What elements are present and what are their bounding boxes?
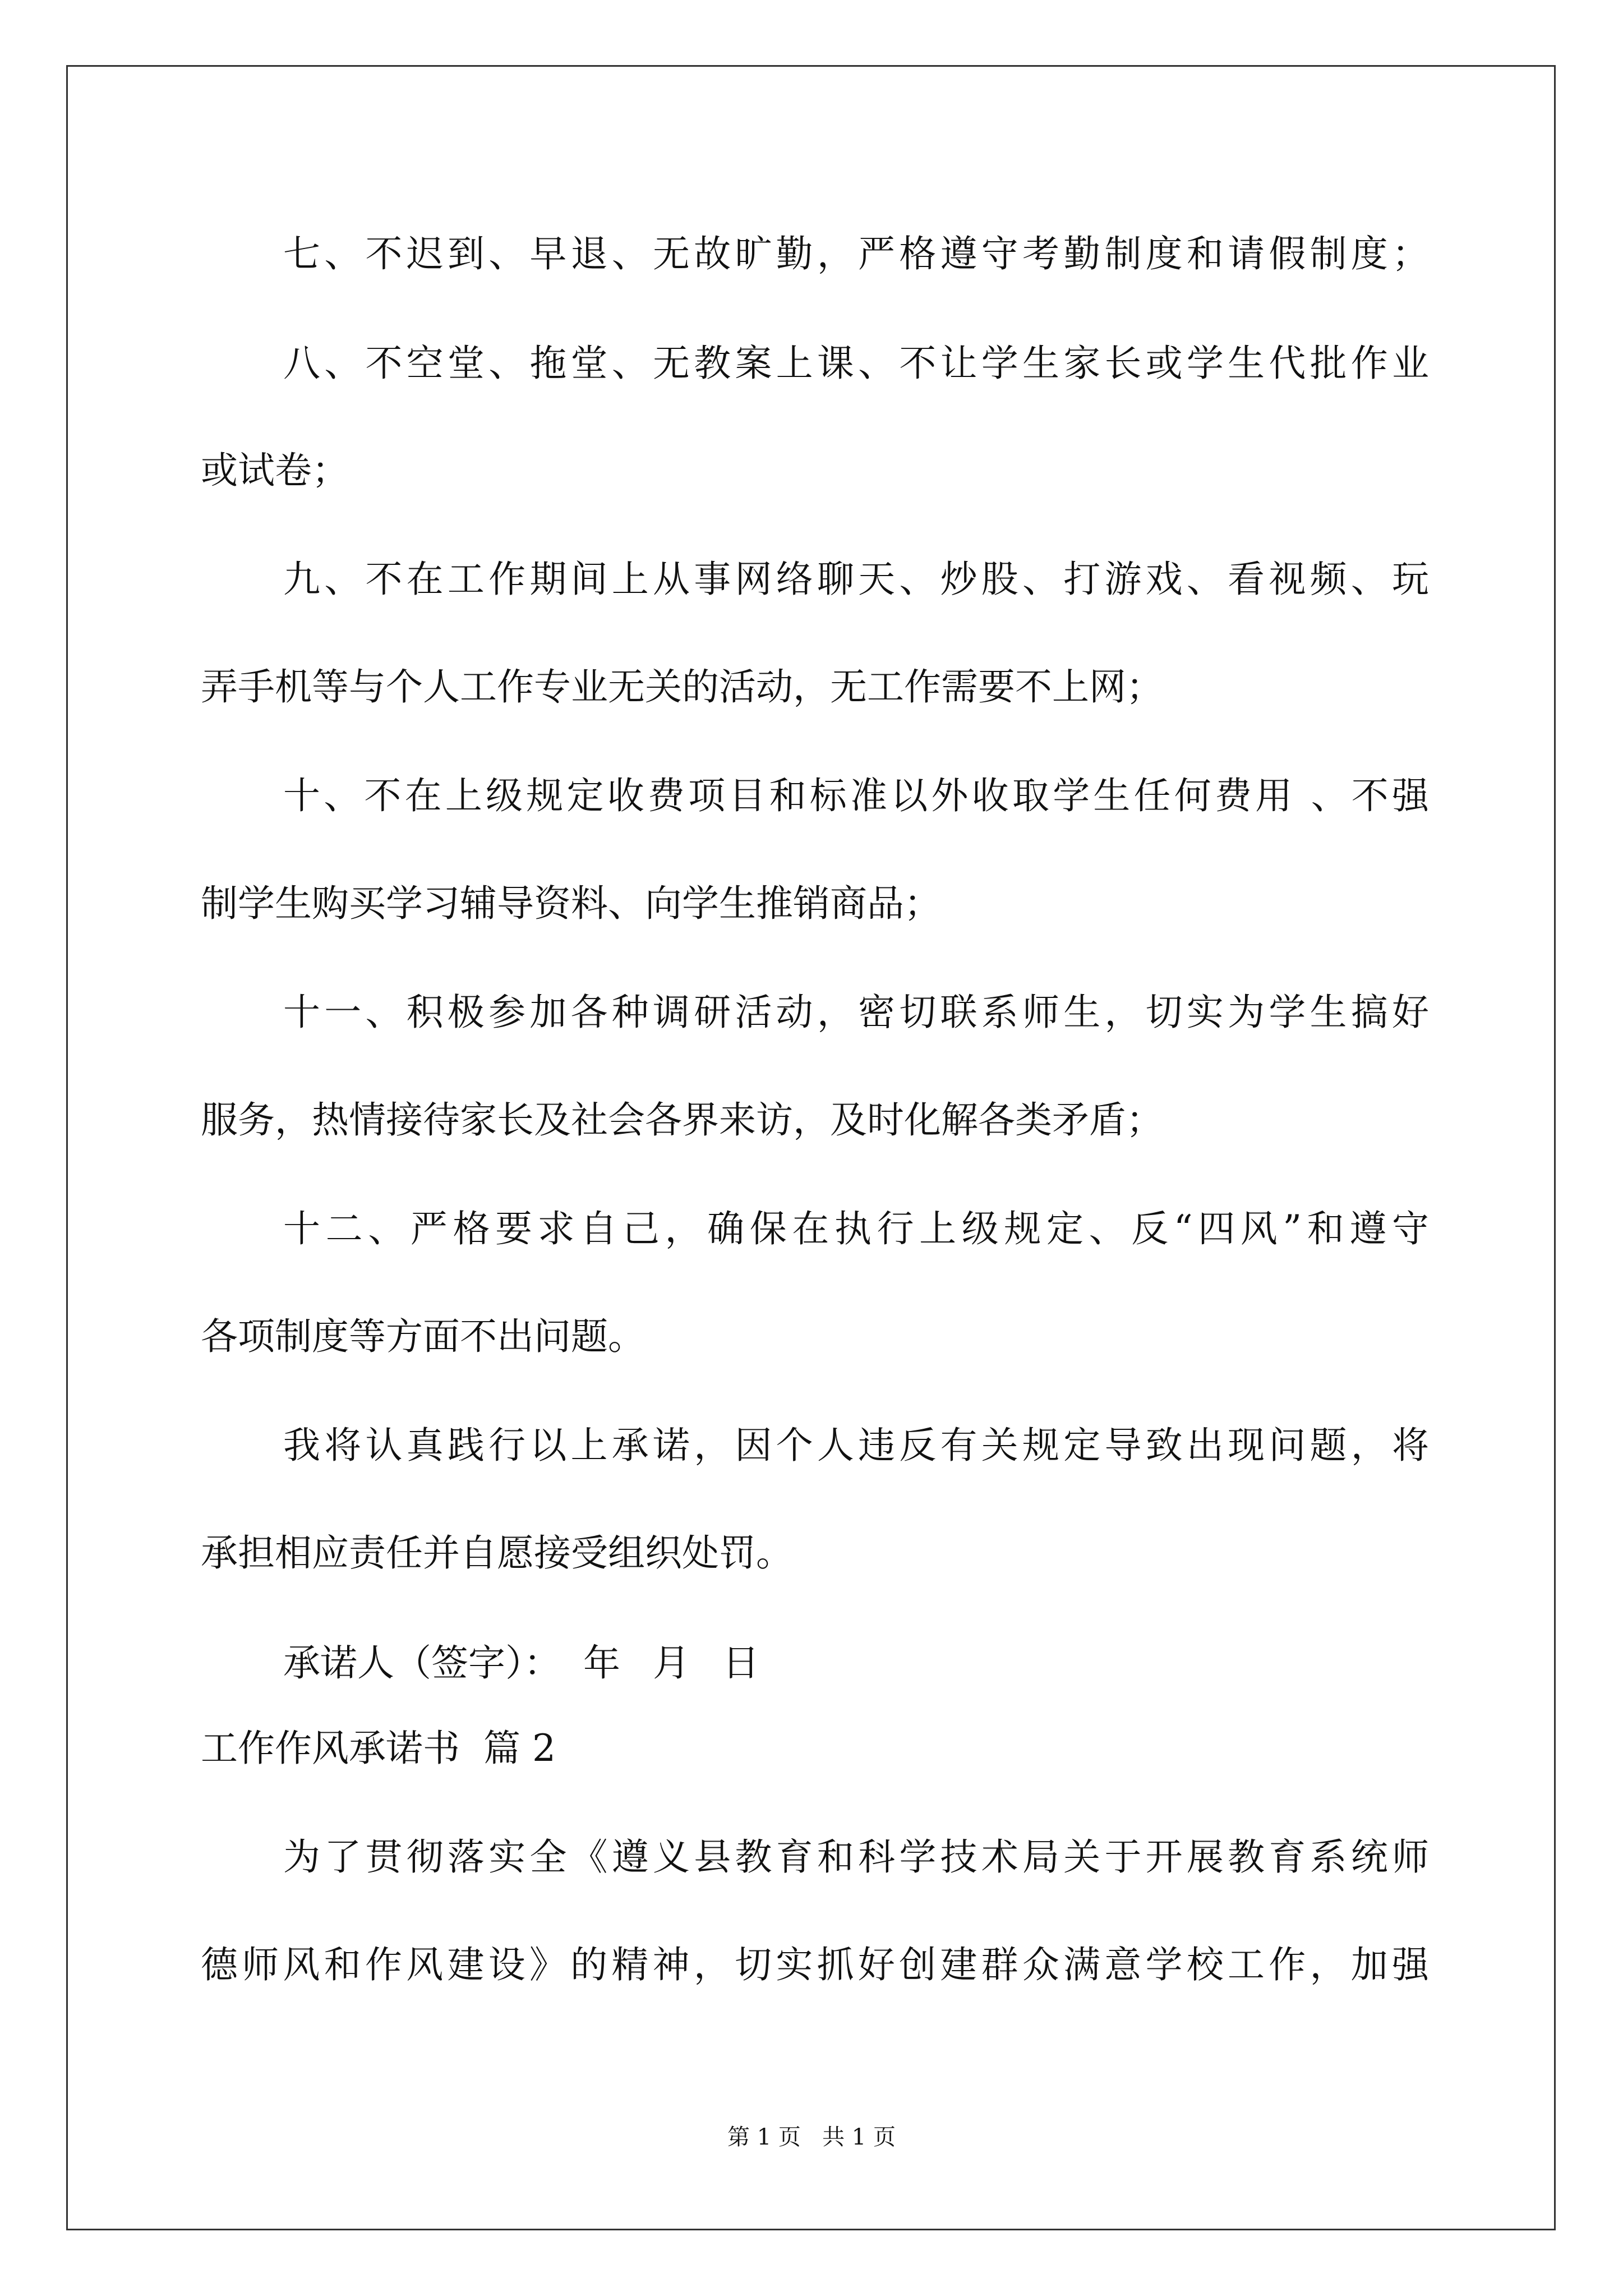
paragraph-line: 九、不在工作期间上从事网络聊天、炒股、打游戏、看视频、玩: [283, 558, 1429, 601]
paragraph-line: 或试卷；: [201, 449, 349, 492]
signature-label: 承诺人（签字）：: [283, 1641, 561, 1685]
page-frame: [66, 65, 1556, 2230]
paragraph-line: 八、不空堂、拖堂、无教案上课、不让学生家长或学生代批作业: [283, 342, 1429, 385]
paragraph-line: 七、不迟到、早退、无故旷勤，严格遵守考勤制度和请假制度；: [283, 232, 1429, 275]
paragraph-line: 弄手机等与个人工作专业无关的活动，无工作需要不上网；: [201, 665, 1163, 708]
section-title: 工作作风承诺书 篇 2: [201, 1727, 556, 1770]
signature-day: 日: [722, 1641, 759, 1685]
page-footer: 第 1 页 共 1 页: [727, 2124, 896, 2150]
signature-month: 月: [653, 1641, 690, 1685]
paragraph-line: 十二、严格要求自己，确保在执行上级规定、反“四风”和遵守: [283, 1207, 1429, 1250]
paragraph-line: 制学生购买学习辅导资料、向学生推销商品；: [201, 882, 941, 925]
paragraph-line: 十一、积极参加各种调研活动，密切联系师生，切实为学生搞好: [283, 991, 1429, 1034]
signature-year: 年: [583, 1641, 620, 1685]
paragraph-line: 承担相应责任并自愿接受组织处罚。: [201, 1531, 793, 1575]
paragraph-line: 十、不在上级规定收费项目和标准以外收取学生任何费用 、不强: [283, 774, 1429, 817]
paragraph-line: 服务，热情接待家长及社会各界来访，及时化解各类矛盾；: [201, 1098, 1163, 1142]
paragraph-line: 各项制度等方面不出问题。: [201, 1315, 645, 1358]
paragraph-line: 德师风和作风建设》的精神，切实抓好创建群众满意学校工作，加强: [201, 1943, 1429, 1986]
signature-row: [283, 1641, 792, 1685]
paragraph-line: 我将认真践行以上承诺，因个人违反有关规定导致出现问题，将: [283, 1424, 1429, 1467]
paragraph-line: 为了贯彻落实全《遵义县教育和科学技术局关于开展教育系统师: [283, 1835, 1429, 1879]
signature-date: [583, 1641, 792, 1685]
